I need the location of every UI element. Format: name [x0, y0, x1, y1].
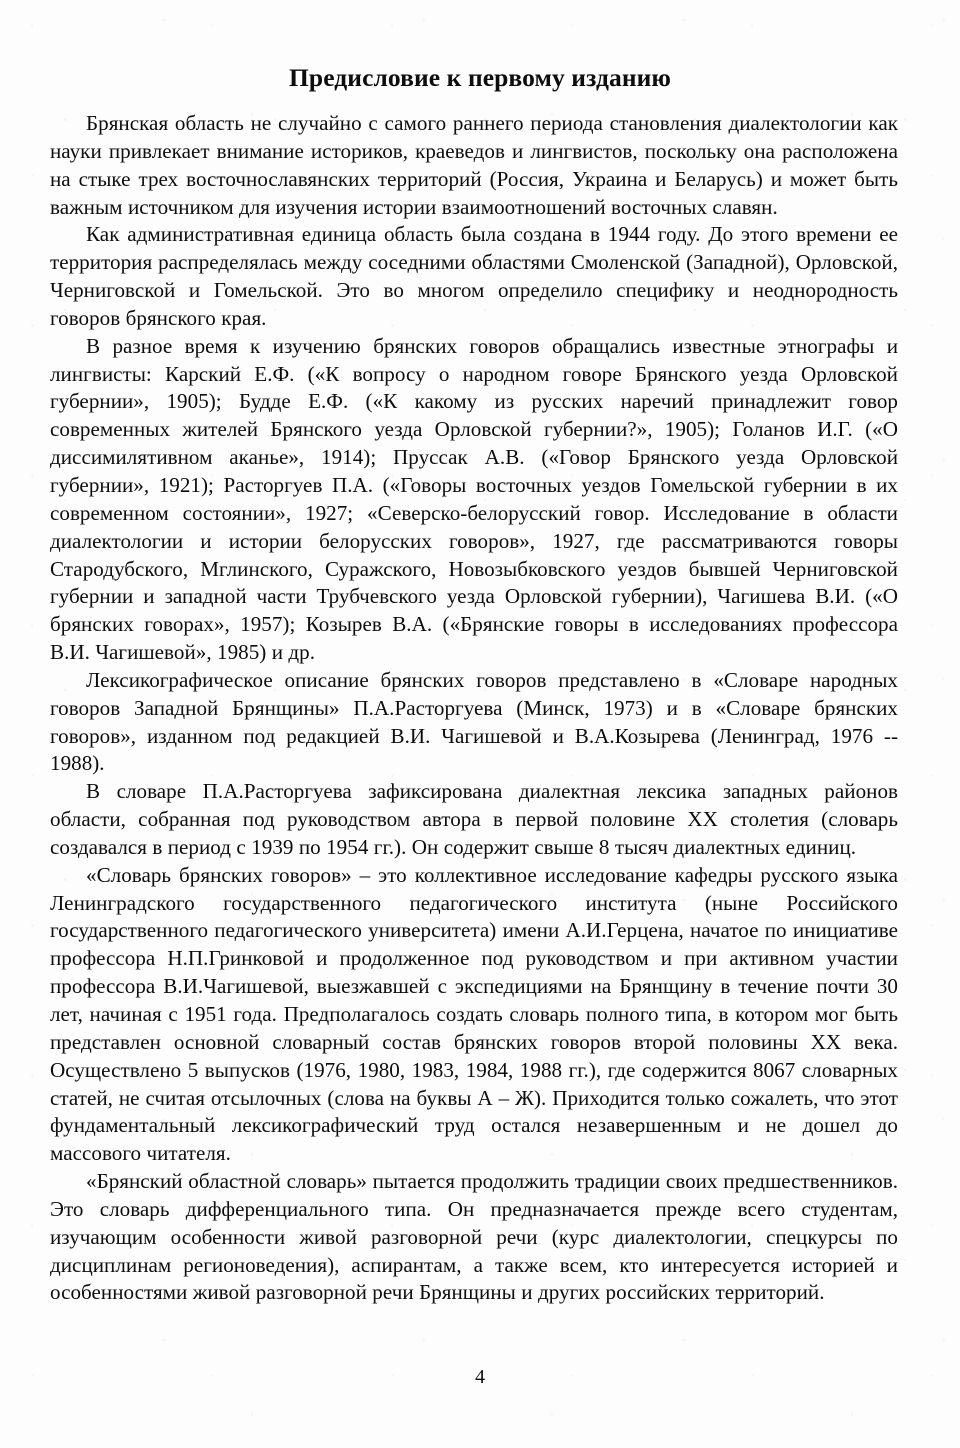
paragraph-1: Брянская область не случайно с самого раннего периода становления диалектологии как науки привлекает внимание историков, краеведов и лингвистов, поскольку она расположена на стыке трех восточнославянских территорий (Россия, Украина и Беларусь) и может быть важным источником для изучения истории взаимоотношений восточных славян.	[50, 111, 898, 219]
page-number: 4	[475, 1366, 485, 1388]
paragraph-4: Лексикографическое описание брянских говоров представлено в «Словаре народных говоров Западной Брянщины» П.А.Расторгуева (Минск, 1973) и в «Словаре брянских говоров», изданном под редакцией В.И. Чагишевой и В.А.Козырева (Ленинград, 1976 -- 1988).	[50, 667, 898, 776]
paragraph-3: В разное время к изучению брянских говоров обращались известные этнографы и лингвисты: Карский Е.Ф. («К вопросу о народном говоре Брянского уезда Орловской губернии», 1905); Будде Е.Ф. («К какому из русских наречий принадлежит говор современных жителей Брянского уезда Орловской губернии?», 1905); Голанов И.Г. («О диссимилятивном аканье», 1914); Пруссак А.В. («Говор Брянского уезда Орловской губернии», 1921); Расторгуев П.А. («Говоры восточных уездов Гомельской губернии в их современном состоянии», 1927; «Северско-белорусский говор. Исследование в области диалектологии и истории белорусских говоров», 1927, где рассматриваются говоры Стародубского, Мглинского, Суражского, Новозыбковского уездов бывшей Черниговской губернии и западной части Трубчевского уезда Орловской губернии), Чагишева В.И. («О брянских говорах», 1957); Козырев В.А. («Брянские говоры в исследованиях профессора В.И. Чагишевой», 1985) и др.	[50, 333, 898, 665]
body-text-block	[50, 110, 898, 1307]
paragraph-5: В словаре П.А.Расторгуева зафиксирована диалектная лексика западных районов области, собранная под руководством автора в первой половине XX столетия (словарь создавался в период с 1939 по 1954 гг.). Он содержит свыше 8 тысяч диалектных единиц.	[50, 779, 898, 859]
paragraph-6: «Словарь брянских говоров» – это коллективное исследование кафедры русского языка Ленинградского государственного педагогического института (ныне Российского государственного педагогического университета) имени А.И.Герцена, начатое по инициативе профессора Н.П.Гринковой и продолженное под руководством и при активном участии профессора В.И.Чагишевой, выезжавшей с экспедициями на Брянщину в течение почти 30 лет, начиная с 1951 года. Предполагалось создать словарь полного типа, в котором мог быть представлен основной словарный состав брянских говоров второй половины XX века. Осуществлено 5 выпусков (1976, 1980, 1983, 1984, 1988 гг.), где содержится 8067 словарных статей, не считая отсылочных (слова на буквы А – Ж). Приходится только сожалеть, что этот фундаментальный лексикографический труд остался незавершенным и не дошел до массового читателя.	[50, 862, 898, 1166]
page-title: Предисловие к первому изданию	[288, 63, 671, 93]
paragraph-7: «Брянский областной словарь» пытается продолжить традиции своих предшественников. Это словарь дифференциального типа. Он предназначается прежде всего студентам, изучающим особенности живой разговорной речи (курс диалектологии, спецкурсы по дисциплинам регионоведения), аспирантам, а также всем, кто интересуется историей и особенностями живой разговорной речи Брянщины и других российских территорий.	[50, 1169, 898, 1305]
paragraph-2: Как административная единица область была создана в 1944 году. До этого времени ее территория распределялась между соседними областями Смоленской (Западной), Орловской, Черниговской и Гомельской. Это во многом определило специфику и неоднородность говоров брянского края.	[50, 222, 898, 330]
